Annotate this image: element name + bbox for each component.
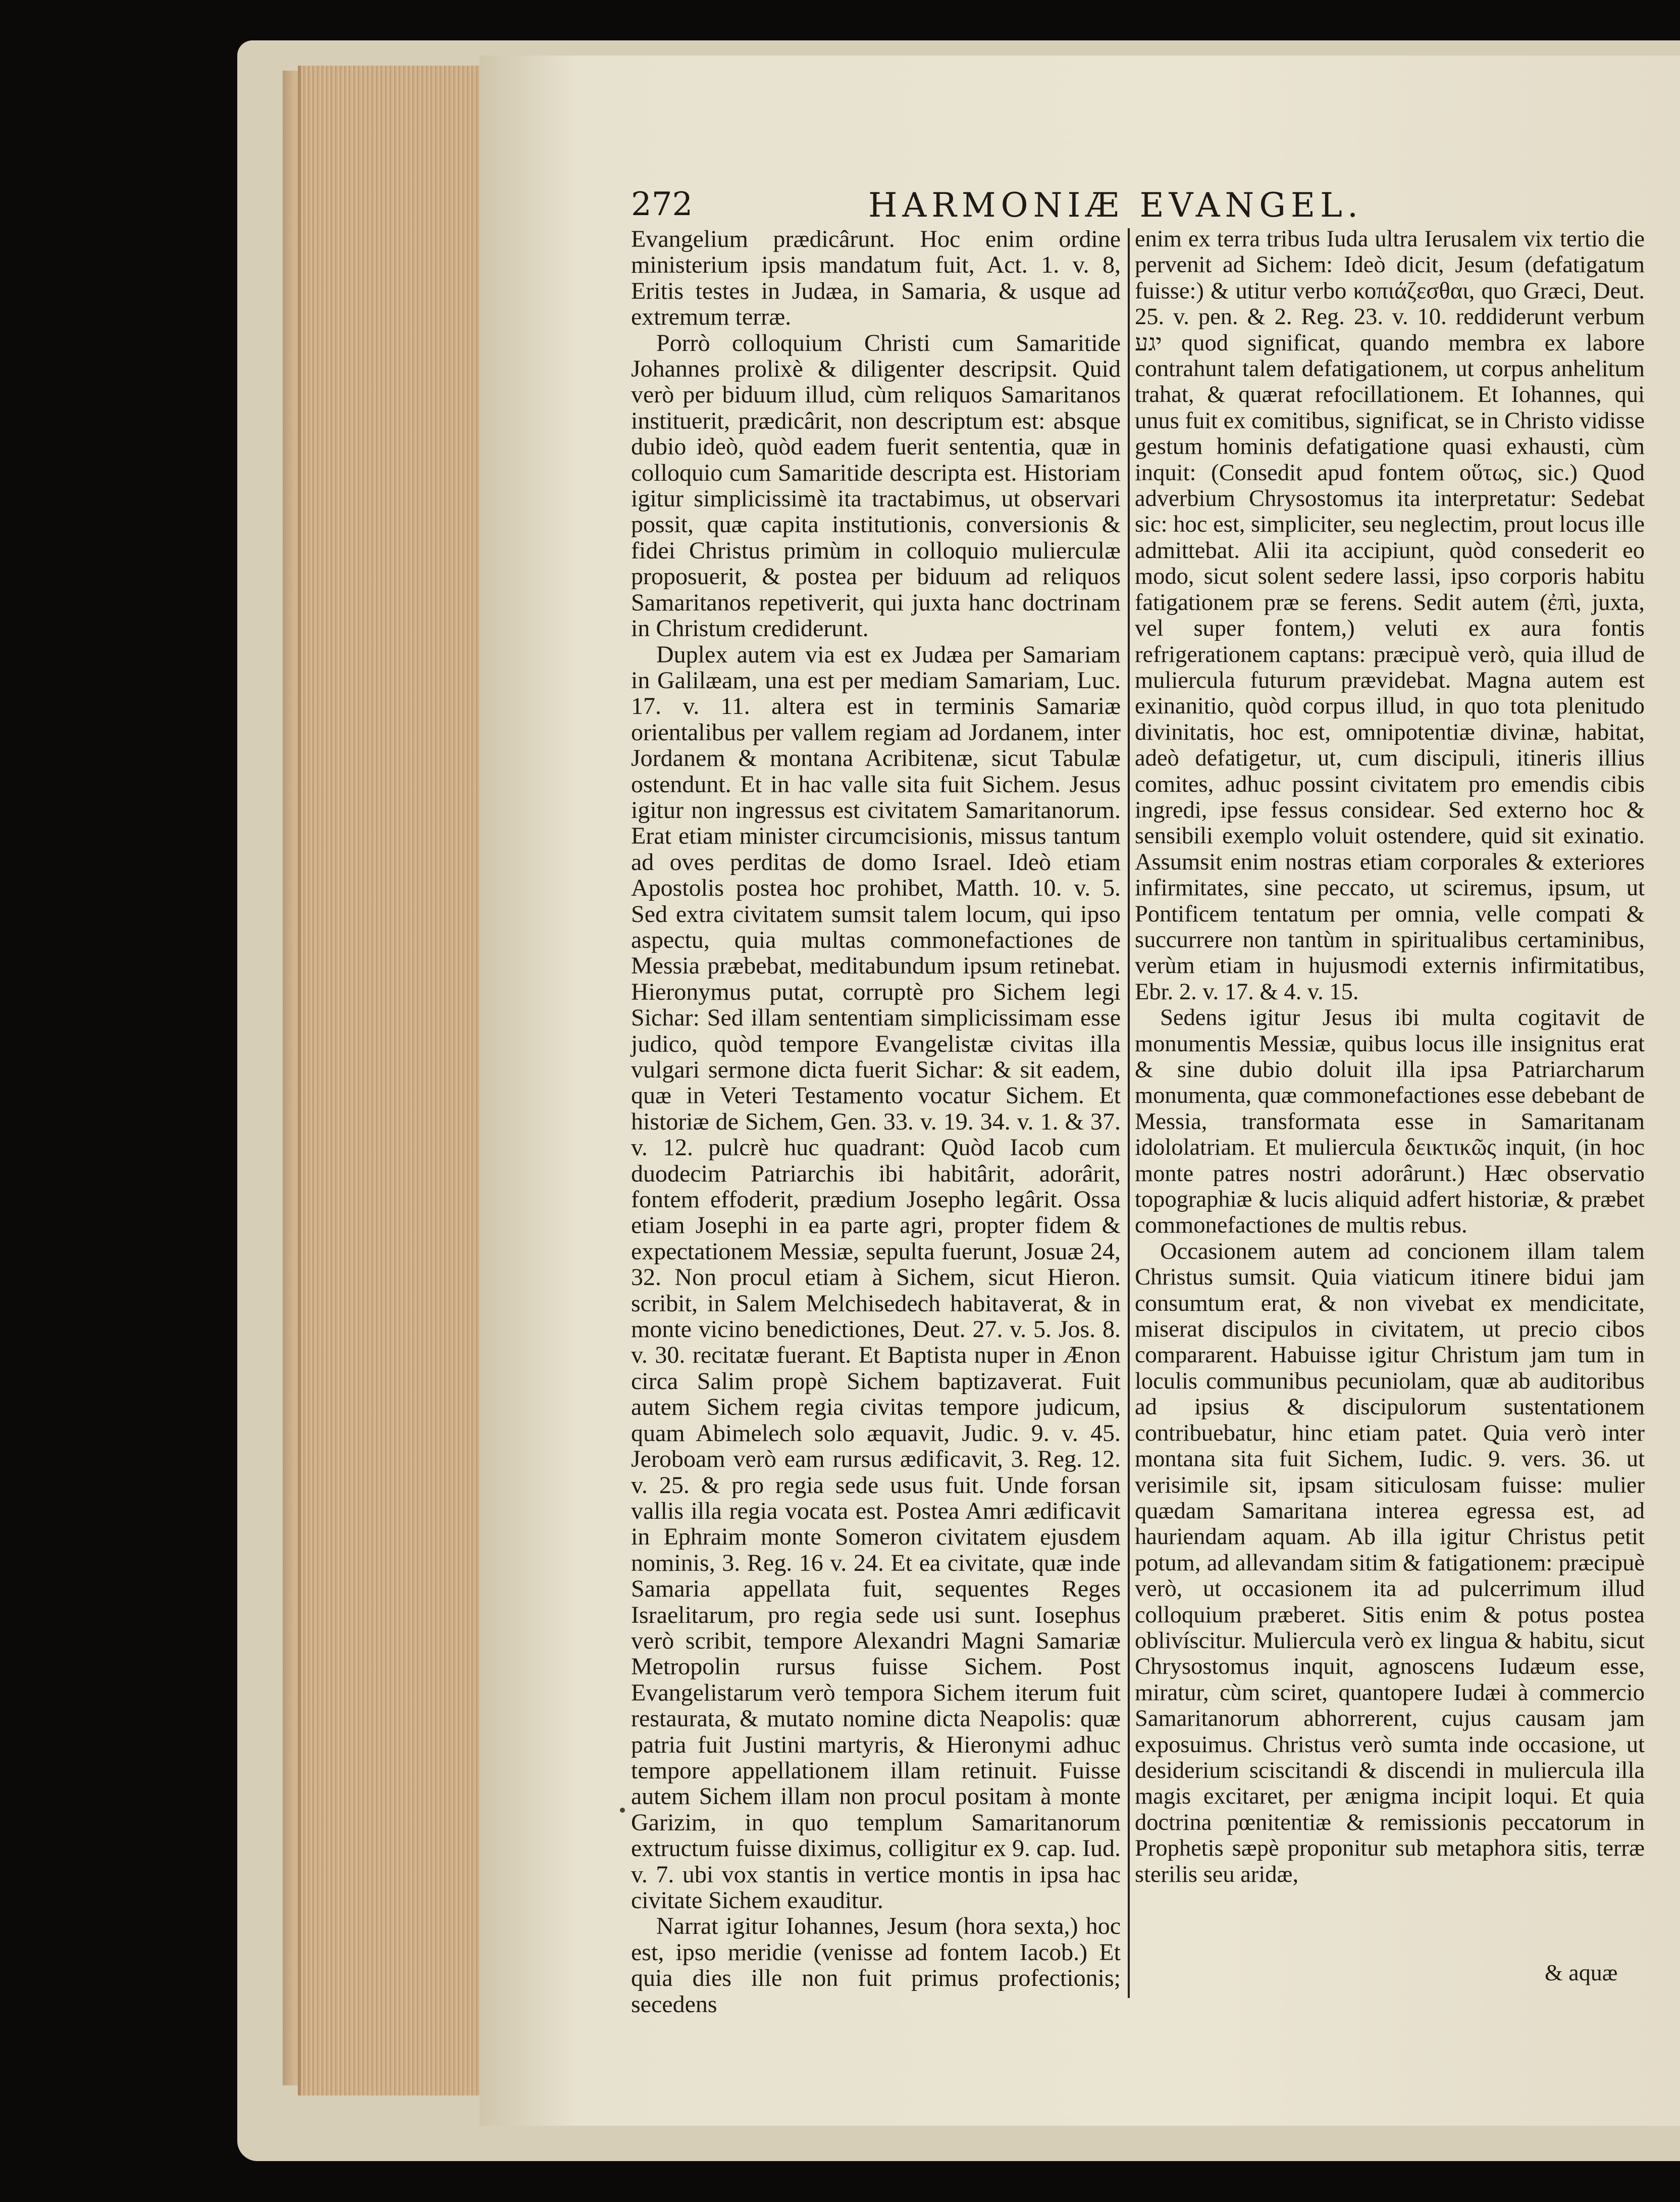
catchword: & aquæ — [1545, 1960, 1618, 1985]
page-edges — [298, 66, 483, 2095]
right-column — [1135, 226, 1645, 1887]
paragraph: Duplex autem via est ex Judæa per Samariam in Galilæam, una est per mediam Samariam, Luc. 17. v. 11. altera est in terminis Samariæ orientalibus per vallem regiam ad Jordanem, inter Jordanem & montana Acribitenæ, sicut Tabulæ ostendunt. Et in hac valle sita fuit Sichem. Jesus igitur non ingressus est civitatem Samaritanorum. Erat etiam minister circumcisionis, missus tantum ad oves perditas de domo Israel. Ideò etiam Apostolis postea hoc prohibet, Matth. 10. v. 5. Sed extra civitatem sumsit talem locum, qui ipso aspectu, quia multas commonefactiones de Messia præbebat, meditabundum ipsum retinebat. Hieronymus putat, corruptè pro Sichem legi Sichar: Sed illam sententiam simplicissimam esse judico, quòd tempore Evangelistæ civitas illa vulgari sermone dicta fuerit Sichar: & sit eadem, quæ in Veteri Testamento vocatur Sichem. Et historiæ de Sichem, Gen. 33. v. 19. 34. v. 1. & 37. v. 12. pulcrè huc quadrant: Quòd Iacob cum duodecim Patriarchis ibi habitârit, adorârit, fontem effoderit, prædium Josepho legârit. Ossa etiam Josephi in ea parte agri, propter fidem & expectationem Messiæ, sepulta fuerunt, Josuæ 24, 32. Non procul etiam à Sichem, sicut Hieron. scribit, in Salem Melchisedech habitaverat, & in monte vicino benedictiones, Deut. 27. v. 5. Jos. 8. v. 30. recitatæ fuerant. Et Baptista nuper in Ænon circa Salim propè Sichem baptizaverat. Fuit autem Sichem regia civitas tempore judicum, quam Abimelech solo æquavit, Judic. 9. v. 45. Jeroboam verò eam rursus ædificavit, 3. Reg. 12. v. 25. & pro regia sede usus fuit. Unde forsan vallis illa regia vocata est. Postea Amri ædificavit in Ephraim monte Someron civitatem ejusdem nominis, 3. Reg. 16 v. 24. Et ea civitate, quæ inde Samaria appellata fuit, sequentes Reges Israelitarum, pro regia sede usi sunt. Iosephus verò scribit, tempore Alexandri Magni Samariæ Metropolin rursus fuisse Sichem. Post Evangelistarum verò tempora Sichem iterum fuit restaurata, & mutato nomine dicta Neapolis: quæ patria fuit Justini martyris, & Hieronymi adhuc tempore appellationem illam retinuit. Fuisse autem Sichem illam non procul positam à monte Garizim, in quo templum Samaritanorum extructum fuisse diximus, colligitur ex 9. cap. Iud. v. 7. ubi vox stantis in vertice montis in ipsa hac civitate Sichem exauditur. — [631, 641, 1121, 1914]
left-column — [631, 226, 1121, 2017]
column-divider — [1128, 228, 1130, 1998]
page-number: 272 — [631, 186, 693, 223]
paragraph: Narrat igitur Iohannes, Jesum (hora sexta,) hoc est, ipso meridie (venisse ad fontem Iacob.) Et quia dies ille non fuit primus profectionis; secedens — [631, 1913, 1121, 2018]
paragraph: Porrò colloquium Christi cum Samaritide Johannes prolixè & diligenter descripsit. Quid verò per biduum illud, cùm reliquos Samaritanos instituerit, prædicârit, non descriptum est: absque dubio ideò, quòd eadem fuerit sententia, quæ in colloquio cum Samaritide descripta est. Historiam igitur simplicissimè ita tractabimus, ut observari possit, quæ capita institutionis, conversionis & fidei Christus primùm in colloquio mulierculæ proposuerit, & postea per biduum ad reliquos Samaritanos repetiverit, qui juxta hanc doctrinam in Christum crediderunt. — [631, 329, 1121, 642]
running-head: HARMONIÆ EVANGEL. — [868, 186, 1363, 225]
paragraph: Evangelium prædicârunt. Hoc enim ordine ministerium ipsis mandatum fuit, Act. 1. v. 8, Eritis testes in Judæa, in Samaria, & usque ad extremum terræ. — [631, 226, 1121, 331]
paragraph: Occasionem autem ad concionem illam talem Christus sumsit. Quia viaticum itinere bidui jam consumtum erat, & non vivebat ex mendicitate, miserat discipulos in civitatem, ut precio cibos compararent. Habuisse igitur Christum jam tum in loculis communibus pecuniolam, quæ ab auditoribus ad ipsius & discipulorum sustentationem contribuebatur, hinc etiam patet. Quia verò inter montana sita fuit Sichem, Iudic. 9. vers. 36. ut verisimile sit, ipsam siticulosam fuisse: mulier quædam Samaritana interea egressa est, ad hauriendam aquam. Ab illa igitur Christus petit potum, ad allevandam sitim & fatigationem: præcipuè verò, ut occasionem ita ad pulcerrimum illud colloquium præberet. Sitis enim & potus postea oblivíscitur. Muliercula verò ex lingua & habitu, sicut Chrysostomus inquit, agnoscens Iudæum esse, miratur, cùm sciret, quantopere Iudæi à commercio Samaritanorum abhorrerent, cujus causam jam exposuimus. Christus verò sumta inde occasione, ut desiderium sciscitandi & discendi in muliercula illa magis excitaret, per ænigma incipit loqui. Et quia doctrina pœnitentiæ & remissionis peccatorum in Prophetis sæpè proponitur sub metaphora sitis, terræ sterilis seu aridæ, — [1135, 1238, 1645, 1887]
paragraph: Sedens igitur Jesus ibi multa cogitavit de monumentis Messiæ, quibus locus ille insignitus erat & sine dubio doluit illa ipsa Patriarcharum monumenta, quæ commonefactiones esse debebant de Messia, transformata esse in Samaritanam idololatriam. Et muliercula δεικτικῶς inquit, (in hoc monte patres nostri adorârunt.) Hæc observatio topographiæ & lucis aliquid adfert historiæ, & præbet commonefactiones de multis rebus. — [1135, 1005, 1645, 1239]
margin-mark — [620, 1808, 625, 1813]
paragraph: enim ex terra tribus Iuda ultra Ierusalem vix tertio die pervenit ad Sichem: Ideò dicit, Jesum (defatigatum fuisse:) & utitur verbo κοπιάζεσθαι, quo Græci, Deut. 25. v. pen. & 2. Reg. 23. v. 10. reddiderunt verbum יגע quod significat, quando membra ex labore contrahunt talem defatigationem, ut corpus anhelitum trahat, & quærat refocillationem. Et Iohannes, qui unus fuit ex comitibus, significat, se in Christo vidisse gestum hominis defatigatione quasi exhausti, cùm inquit: (Consedit apud fontem οὕτως, sic.) Quod adverbium Chrysostomus ita interpretatur: Sedebat sic: hoc est, simpliciter, seu neglectim, prout locus ille admittebat. Alii ita accipiunt, quòd consederit eo modo, sicut solent sedere lassi, ipso corporis habitu fatigationem præ se ferens. Sedit autem (ἐπὶ, juxta, vel super fontem,) veluti ex aura fontis refrigerationem captans: præcipuè verò, quia illud de muliercula futurum prævidebat. Magna autem est exinanitio, quòd corpus illud, in quo tota plenitudo divinitatis, hoc est, omnipotentiæ divinæ, habitat, adeò defatigetur, ut, cum discipuli, itineris illius comites, adhuc possint civitatem pro emendis cibis ingredi, ipse fessus considear. Sed externo hoc & sensibili exemplo voluit ostendere, quid sit exinatio. Assumsit enim nostras etiam corporales & exteriores infirmitates, sine peccato, ut sciremus, ipsum, ut Pontificem tentatum per omnia, velle compati & succurrere non tantùm in spiritualibus certaminibus, verùm etiam in hujusmodi externis infirmitatibus, Ebr. 2. v. 17. & 4. v. 15. — [1135, 226, 1645, 1005]
